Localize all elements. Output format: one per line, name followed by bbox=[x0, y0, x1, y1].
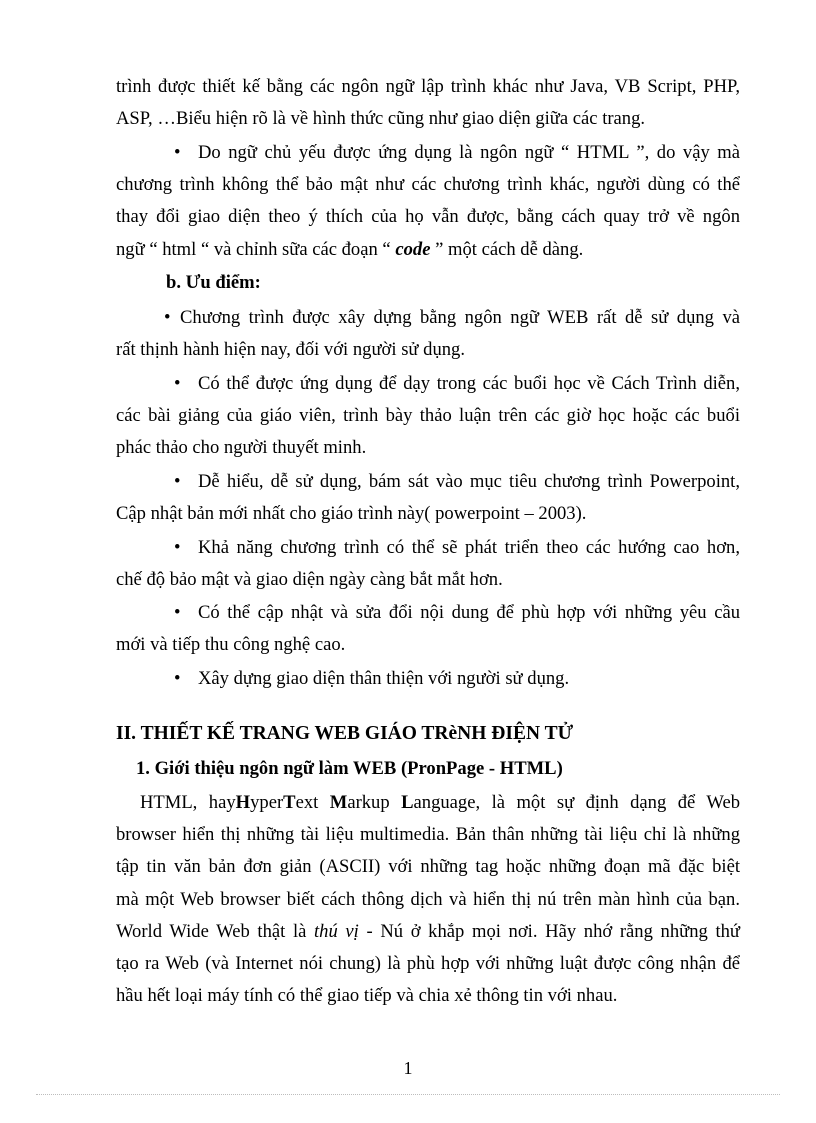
text-line bbox=[116, 916, 740, 948]
bullet-icon: • bbox=[174, 373, 181, 394]
subsection-1-heading: 1. Giới thiệu ngôn ngữ làm WEB (PronPage - HTML) bbox=[136, 758, 563, 779]
advantage-item bbox=[116, 368, 740, 465]
code-emphasis: code bbox=[395, 238, 431, 260]
text-line: tạo ra Web (và Internet nói chung) là phù hợp với những luật được công nhận để bbox=[116, 953, 740, 975]
text-line: thay đổi giao diện theo ý thích của họ vẫn được, bằng cách quay trở về ngôn bbox=[116, 206, 740, 228]
text-span: Do ngữ chủ yếu được ứng dụng là ngôn ngữ “ HTML ”, do vậy mà bbox=[198, 142, 740, 163]
text-line: rất thịnh hành hiện nay, đối với người sử dụng. bbox=[116, 339, 465, 361]
text-line: tập tin văn bản đơn giản (ASCII) với những tag hoặc những đoạn mã đặc biệt bbox=[116, 856, 740, 878]
section-ii-heading: II. THIẾT KẾ TRANG WEB GIÁO TRèNH ĐIỆN TỬ bbox=[116, 723, 574, 744]
text-span: ” một cách dễ dàng. bbox=[430, 238, 584, 260]
text-span: HTML, hay bbox=[140, 792, 236, 813]
italic-text: thú vị bbox=[314, 920, 359, 942]
bold-letter: H bbox=[235, 792, 251, 813]
page-bottom-divider bbox=[36, 1094, 780, 1095]
text-line bbox=[116, 368, 740, 400]
text-line bbox=[116, 234, 740, 266]
text-span: yper bbox=[250, 792, 284, 813]
text-span: - Nú ở khắp mọi nơi. Hãy nhớ rằng những thứ bbox=[358, 920, 740, 942]
text-span: ngữ “ html “ và chỉnh sữa các đoạn “ bbox=[116, 238, 396, 260]
text-line: browser hiển thị những tài liệu multimedia. Bản thân những tài liệu chỉ là những bbox=[116, 824, 740, 846]
bullet-icon: • bbox=[164, 307, 171, 328]
text-line: hầu hết loại máy tính có thể giao tiếp và chia xẻ thông tin với nhau. bbox=[116, 985, 618, 1007]
bullet-icon: • bbox=[174, 602, 181, 623]
text-line: chế độ bảo mật và giao diện ngày càng bắt mắt hơn. bbox=[116, 569, 503, 591]
text-line: phác thảo cho người thuyết minh. bbox=[116, 437, 367, 459]
bullet-html-paragraph bbox=[116, 137, 740, 266]
page-number: 1 bbox=[403, 1058, 413, 1078]
text-line: trình được thiết kế bằng các ngôn ngữ lập trình khác như Java, VB Script, PHP, bbox=[116, 76, 740, 97]
text-line: mà một Web browser biết cách thông dịch và hiển thị nú trên màn hình của bạn. bbox=[116, 888, 740, 910]
text-line: Cập nhật bản mới nhất cho giáo trình này( powerpoint – 2003). bbox=[116, 503, 587, 525]
text-span: arkup bbox=[347, 792, 402, 813]
bullet-icon: • bbox=[174, 142, 181, 163]
text-line bbox=[116, 302, 740, 334]
text-line: mới và tiếp thu công nghệ cao. bbox=[116, 634, 346, 656]
text-line: chương trình không thể bảo mật như các chương trình khác, người dùng có thể bbox=[116, 174, 740, 196]
bold-letter: L bbox=[401, 792, 414, 813]
text-span: ext bbox=[295, 792, 330, 813]
intro-paragraph bbox=[116, 71, 740, 135]
bullet-icon: • bbox=[174, 537, 181, 558]
advantage-item bbox=[116, 466, 740, 530]
text-line bbox=[116, 597, 740, 629]
section-b-heading-wrap bbox=[116, 267, 740, 299]
text-span: World Wide Web thật là bbox=[116, 920, 315, 942]
text-span: Chương trình được xây dựng bằng ngôn ngữ WEB rất dễ sử dụng và bbox=[180, 307, 740, 328]
bullet-icon: • bbox=[174, 668, 181, 689]
bold-letter: T bbox=[283, 792, 296, 813]
advantage-item bbox=[116, 532, 740, 596]
text-span: anguage, là một sự định dạng để Web bbox=[413, 792, 740, 813]
advantage-item bbox=[116, 302, 740, 366]
html-intro-paragraph bbox=[116, 787, 740, 1012]
text-line bbox=[116, 787, 740, 819]
text-span: Có thể được ứng dụng để dạy trong các buổi học về Cách Trình diễn, bbox=[198, 373, 740, 394]
text-line bbox=[116, 466, 740, 498]
text-line bbox=[116, 663, 740, 695]
advantage-item bbox=[116, 663, 740, 695]
text-span: Xây dựng giao diện thân thiện với người sử dụng. bbox=[198, 668, 570, 689]
bold-letter: M bbox=[329, 792, 348, 813]
bullet-icon: • bbox=[174, 471, 181, 492]
text-line bbox=[116, 137, 740, 169]
text-line: các bài giảng của giáo viên, trình bày thảo luận trên các giờ học hoặc các buổi bbox=[116, 405, 740, 427]
text-span: Khả năng chương trình có thể sẽ phát triển theo các hướng cao hơn, bbox=[198, 537, 740, 558]
advantage-item bbox=[116, 597, 740, 661]
text-line: ASP, …Biểu hiện rõ là về hình thức cũng như giao diện giữa các trang. bbox=[116, 108, 646, 130]
text-span: Dễ hiểu, dễ sử dụng, bám sát vào mục tiêu chương trình Powerpoint, bbox=[198, 471, 740, 492]
section-b-heading: b. Ưu điểm: bbox=[166, 272, 261, 293]
text-span: Có thể cập nhật và sửa đổi nội dung để phù hợp với những yêu cầu bbox=[198, 602, 740, 623]
text-line bbox=[116, 532, 740, 564]
